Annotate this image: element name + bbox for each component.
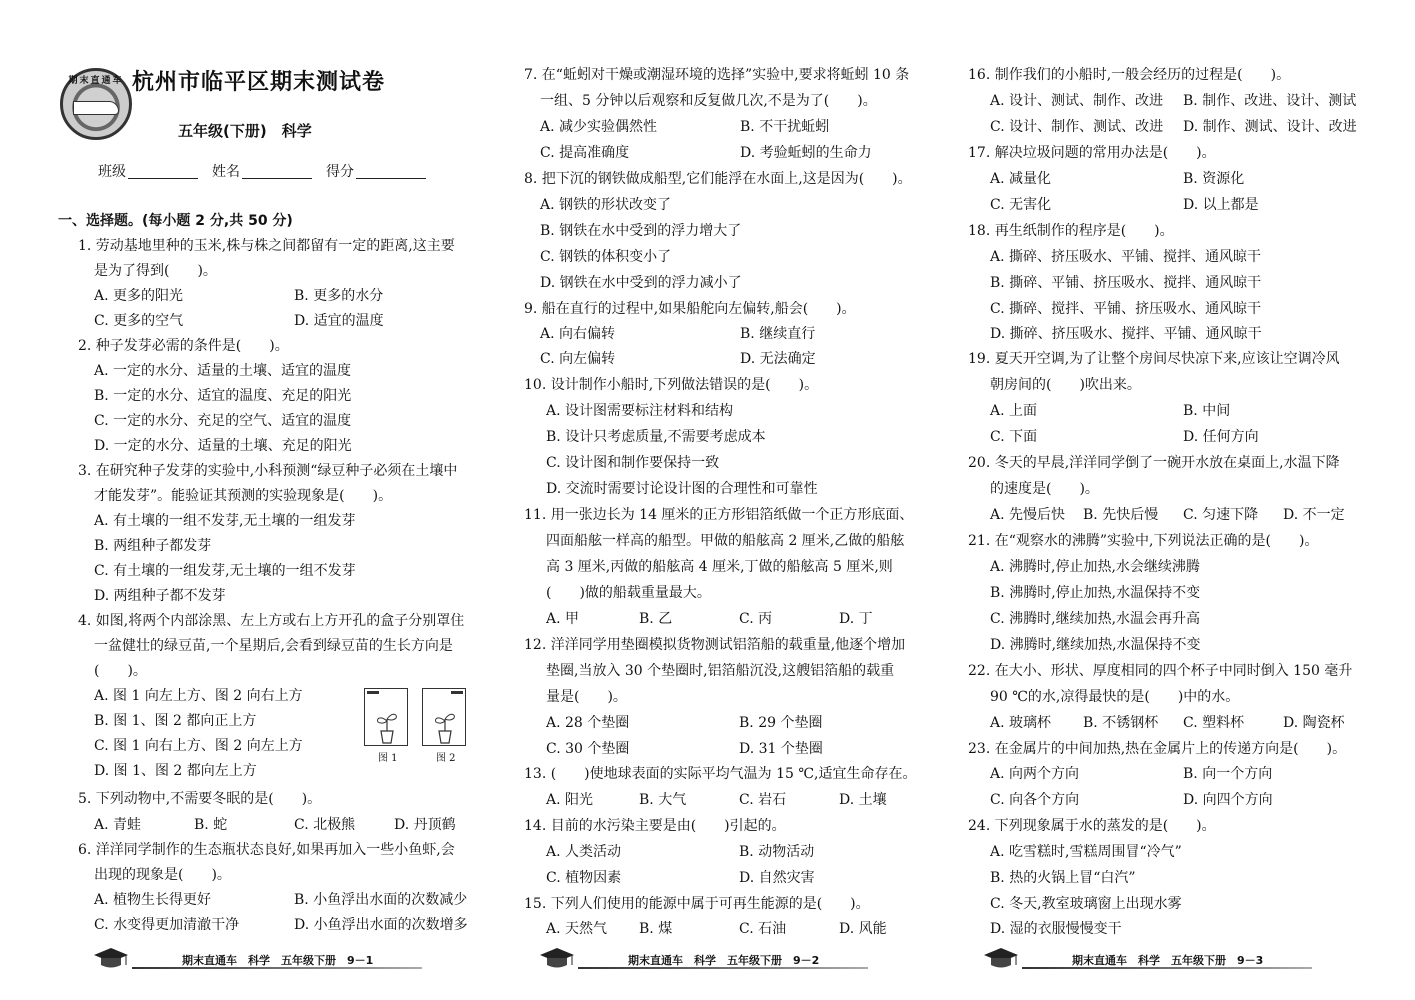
section-heading: 一、选择题。(每小题 2 分,共 50 分) (58, 213, 293, 229)
question-5: 5. 下列动物中,不需要冬眠的是( )。 (78, 791, 322, 807)
class-field (98, 165, 198, 179)
option: D. 风能 (839, 921, 887, 937)
option: D. 钢铁在水中受到的浮力减小了 (540, 275, 742, 291)
option: D. 交流时需要讨论设计图的合理性和可靠性 (546, 481, 818, 497)
option: C. 撕碎、搅拌、平铺、挤压吸水、通风晾干 (990, 301, 1262, 317)
score-blank[interactable] (356, 165, 426, 179)
option: A. 阳光 (546, 792, 594, 808)
option: B. 大气 (639, 792, 687, 808)
option: B. 钢铁在水中受到的浮力增大了 (540, 223, 742, 239)
option: C. 匀速下降 (1183, 507, 1259, 523)
option: D. 土壤 (839, 792, 887, 808)
question-13: 13. ( )使地球表面的实际平均气温为 15 ℃,适宜生命存在。 (524, 766, 917, 782)
option: A. 撕碎、挤压吸水、平铺、搅拌、通风晾干 (990, 249, 1262, 265)
option: C. 石油 (739, 921, 787, 937)
option: A. 设计图需要标注材料和结构 (546, 403, 734, 419)
option: C. 图 1 向右上方、图 2 向左上方 (94, 738, 303, 754)
option: A. 有土壤的一组不发芽,无土壤的一组发芽 (94, 513, 356, 529)
logo (60, 68, 132, 140)
option: C. 一定的水分、充足的空气、适宜的温度 (94, 413, 352, 429)
option: B. 资源化 (1183, 171, 1245, 187)
exam-title: 杭州市临平区期末测试卷 (132, 70, 386, 95)
option: D. 自然灾害 (739, 870, 815, 886)
question-3-line-2: 才能发芽”。能验证其预测的实验现象是( )。 (94, 488, 393, 504)
graduation-cap-icon (538, 945, 576, 973)
option: A. 图 1 向左上方、图 2 向右上方 (94, 688, 303, 704)
option: A. 植物生长得更好 (94, 892, 212, 908)
class-blank[interactable] (128, 165, 198, 179)
question-20-line-1: 20. 冬天的早晨,洋洋同学倒了一碗开水放在桌面上,水温下降 (968, 455, 1340, 471)
option: D. 撕碎、挤压吸水、搅拌、平铺、通风晾干 (990, 326, 1262, 342)
exam-page-1 (58, 0, 523, 1000)
question-12-line-1: 12. 洋洋同学用垫圈模拟货物测试铝箔船的载重量,他逐个增加 (524, 637, 906, 653)
option: A. 甲 (546, 611, 580, 627)
class-label: 班级 (98, 164, 126, 180)
option: A. 人类活动 (546, 844, 622, 860)
option: C. 无害化 (990, 197, 1052, 213)
option: A. 28 个垫圈 (546, 715, 630, 731)
option: D. 任何方向 (1183, 429, 1259, 445)
option: D. 图 1、图 2 都向左上方 (94, 763, 257, 779)
score-label: 得分 (326, 164, 354, 180)
page-footer (982, 945, 1342, 975)
figure-2-box (422, 688, 466, 746)
option: B. 一定的水分、适宜的温度、充足的阳光 (94, 388, 352, 404)
option: A. 更多的阳光 (94, 288, 184, 304)
option: A. 减少实验偶然性 (540, 119, 658, 135)
option: D. 丹顶鹤 (394, 817, 456, 833)
option: B. 动物活动 (739, 844, 815, 860)
question-14: 14. 目前的水污染主要是由( )引起的。 (524, 818, 786, 834)
option: D. 向四个方向 (1183, 792, 1273, 808)
option: A. 钢铁的形状改变了 (540, 197, 672, 213)
figure-2-label: 图 2 (436, 753, 456, 764)
option: B. 两组种子都发芽 (94, 538, 212, 554)
option: B. 中间 (1183, 403, 1231, 419)
question-18: 18. 再生纸制作的程序是( )。 (968, 223, 1174, 239)
option: C. 30 个垫圈 (546, 741, 630, 757)
question-12-line-3: 量是( )。 (546, 689, 627, 705)
name-label: 姓名 (212, 164, 240, 180)
option: B. 设计只考虑质量,不需要考虑成本 (546, 429, 766, 445)
option: C. 丙 (739, 611, 773, 627)
option: C. 更多的空气 (94, 313, 184, 329)
option: B. 小鱼浮出水面的次数减少 (294, 892, 468, 908)
option: B. 热的火锅上冒“白汽” (990, 870, 1136, 886)
question-8: 8. 把下沉的钢铁做成船型,它们能浮在水面上,这是因为( )。 (524, 171, 912, 187)
option: A. 一定的水分、适量的土壤、适宜的温度 (94, 363, 352, 379)
footer-rule (1022, 967, 1312, 969)
question-1-line-2: 是为了得到( )。 (94, 263, 217, 279)
question-19-line-2: 朝房间的( )吹出来。 (990, 377, 1141, 393)
option: D. 考验蚯蚓的生命力 (740, 145, 872, 161)
option: D. 小鱼浮出水面的次数增多 (294, 917, 468, 933)
option: C. 塑料杯 (1183, 715, 1245, 731)
option: D. 以上都是 (1183, 197, 1259, 213)
option: A. 设计、测试、制作、改进 (990, 93, 1164, 109)
option: C. 向左偏转 (540, 351, 616, 367)
question-21: 21. 在“观察水的沸腾”实验中,下列说法正确的是( )。 (968, 533, 1319, 549)
question-24: 24. 下列现象属于水的蒸发的是( )。 (968, 818, 1216, 834)
option: A. 吃雪糕时,雪糕周围冒“冷气” (990, 844, 1182, 860)
question-11-line-4: ( )做的船载重量最大。 (546, 585, 711, 601)
question-6-line-2: 出现的现象是( )。 (94, 867, 231, 883)
name-blank[interactable] (242, 165, 312, 179)
question-10: 10. 设计制作小船时,下列做法错误的是( )。 (524, 377, 819, 393)
option: C. 设计图和制作要保持一致 (546, 455, 720, 471)
question-4-line-3: ( )。 (94, 663, 147, 679)
option: C. 水变得更加清澈干净 (94, 917, 240, 933)
option: D. 31 个垫圈 (739, 741, 823, 757)
option: B. 29 个垫圈 (739, 715, 823, 731)
footer-rule (578, 967, 868, 969)
option: A. 向右偏转 (540, 326, 616, 342)
option: A. 沸腾时,停止加热,水会继续沸腾 (990, 559, 1200, 575)
train-icon (73, 101, 119, 115)
option: B. 乙 (639, 611, 673, 627)
question-7-line-2: 一组、5 分钟以后观察和反复做几次,不是为了( )。 (540, 93, 877, 109)
question-16: 16. 制作我们的小船时,一般会经历的过程是( )。 (968, 67, 1291, 83)
option: D. 适宜的温度 (294, 313, 384, 329)
option: C. 植物因素 (546, 870, 622, 886)
exam-page-3 (968, 0, 1413, 1000)
footer-text: 期末直通车 科学 五年级下册 9－3 (1072, 954, 1264, 967)
question-4-line-2: 一盆健壮的绿豆苗,一个星期后,会看到绿豆苗的生长方向是 (94, 638, 453, 654)
option: B. 图 1、图 2 都向正上方 (94, 713, 257, 729)
question-17: 17. 解决垃圾问题的常用办法是( )。 (968, 145, 1216, 161)
option: A. 天然气 (546, 921, 608, 937)
question-22-line-1: 22. 在大小、形状、厚度相同的四个杯子中同时倒入 150 毫升 (968, 663, 1353, 679)
option: D. 湿的衣服慢慢变干 (990, 921, 1122, 937)
question-4-line-1: 4. 如图,将两个内部涂黑、左上方或右上方开孔的盒子分别罩住 (78, 613, 465, 629)
option: B. 向一个方向 (1183, 766, 1273, 782)
seedling-figures (364, 688, 474, 768)
option: C. 向各个方向 (990, 792, 1080, 808)
question-2: 2. 种子发芽必需的条件是( )。 (78, 338, 289, 354)
question-20-line-2: 的速度是( )。 (990, 481, 1099, 497)
option: D. 不一定 (1283, 507, 1345, 523)
question-3-line-1: 3. 在研究种子发芽的实验中,小科预测“绿豆种子必须在土壤中 (78, 463, 458, 479)
option: A. 玻璃杯 (990, 715, 1052, 731)
question-6-line-1: 6. 洋洋同学制作的生态瓶状态良好,如果再加入一些小鱼虾,会 (78, 842, 455, 858)
option: C. 有土壤的一组发芽,无土壤的一组不发芽 (94, 563, 356, 579)
option: A. 先慢后快 (990, 507, 1066, 523)
option: B. 先快后慢 (1083, 507, 1159, 523)
option: A. 减量化 (990, 171, 1052, 187)
seedling-icon (365, 689, 409, 747)
question-12-line-2: 垫圈,当放入 30 个垫圈时,铝箔船沉没,这艘铝箔船的载重 (546, 663, 895, 679)
option: D. 沸腾时,继续加热,水温保持不变 (990, 637, 1201, 653)
option: B. 沸腾时,停止加热,水温保持不变 (990, 585, 1201, 601)
option: B. 不锈钢杯 (1083, 715, 1159, 731)
exam-subtitle: 五年级(下册) 科学 (178, 122, 312, 140)
option: B. 制作、改进、设计、测试 (1183, 93, 1357, 109)
option: D. 陶瓷杯 (1283, 715, 1345, 731)
logo-text: 期末直通车 (68, 76, 124, 86)
option: D. 一定的水分、适量的土壤、充足的阳光 (94, 438, 352, 454)
question-11-line-3: 高 3 厘米,丙做的船舷高 4 厘米,丁做的船舷高 5 厘米,则 (546, 559, 893, 575)
page-footer (92, 945, 452, 975)
question-11-line-1: 11. 用一张边长为 14 厘米的正方形铝箔纸做一个正方形底面、 (524, 507, 914, 523)
option: B. 煤 (639, 921, 673, 937)
graduation-cap-icon (92, 945, 130, 973)
question-9: 9. 船在直行的过程中,如果船舵向左偏转,船会( )。 (524, 301, 856, 317)
score-field (326, 165, 426, 179)
option: B. 不干扰蚯蚓 (740, 119, 830, 135)
option: B. 蛇 (194, 817, 228, 833)
option: D. 丁 (839, 611, 873, 627)
option: C. 下面 (990, 429, 1038, 445)
option: B. 继续直行 (740, 326, 816, 342)
figure-1-label: 图 1 (378, 753, 398, 764)
option: B. 更多的水分 (294, 288, 384, 304)
figure-1-box (364, 688, 408, 746)
question-11-line-2: 四面船舷一样高的船型。甲做的船舷高 2 厘米,乙做的船舷 (546, 533, 905, 549)
option: C. 岩石 (739, 792, 787, 808)
option: D. 无法确定 (740, 351, 816, 367)
footer-text: 期末直通车 科学 五年级下册 9－2 (628, 954, 820, 967)
footer-text: 期末直通车 科学 五年级下册 9－1 (182, 954, 374, 967)
question-22-line-2: 90 ℃的水,凉得最快的是( )中的水。 (990, 689, 1240, 705)
option: B. 撕碎、平铺、挤压吸水、搅拌、通风晾干 (990, 275, 1262, 291)
option: A. 青蛙 (94, 817, 142, 833)
option: A. 向两个方向 (990, 766, 1080, 782)
graduation-cap-icon (982, 945, 1020, 973)
question-1-line-1: 1. 劳动基地里种的玉米,株与株之间都留有一定的距离,这主要 (78, 238, 455, 254)
question-23: 23. 在金属片的中间加热,热在金属片上的传递方向是( )。 (968, 741, 1347, 757)
question-15: 15. 下列人们使用的能源中属于可再生能源的是( )。 (524, 896, 870, 912)
seedling-icon (423, 689, 467, 747)
question-19-line-1: 19. 夏天开空调,为了让整个房间尽快凉下来,应该让空调冷风 (968, 351, 1340, 367)
footer-rule (132, 967, 422, 969)
exam-page-2 (524, 0, 969, 1000)
option: D. 两组种子都不发芽 (94, 588, 226, 604)
option: A. 上面 (990, 403, 1038, 419)
option: C. 北极熊 (294, 817, 356, 833)
option: C. 提高准确度 (540, 145, 630, 161)
option: C. 设计、制作、测试、改进 (990, 119, 1164, 135)
page-footer (538, 945, 898, 975)
question-7-line-1: 7. 在“蚯蚓对干燥或潮湿环境的选择”实验中,要求将蚯蚓 10 条 (524, 67, 910, 83)
name-field (212, 165, 312, 179)
option: C. 沸腾时,继续加热,水温会再升高 (990, 611, 1201, 627)
option: C. 冬天,教室玻璃窗上出现水雾 (990, 896, 1182, 912)
option: D. 制作、测试、设计、改进 (1183, 119, 1357, 135)
option: C. 钢铁的体积变小了 (540, 249, 672, 265)
